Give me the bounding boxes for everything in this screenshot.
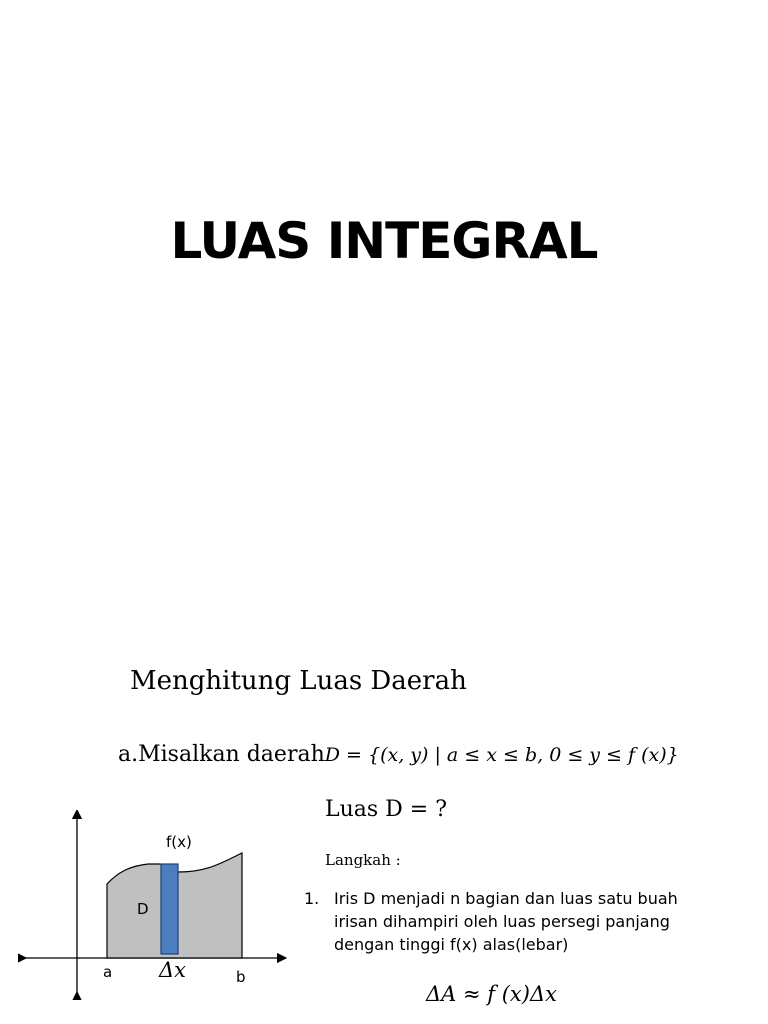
step-item bbox=[304, 887, 724, 956]
region-label: D bbox=[137, 900, 149, 918]
intro-line bbox=[118, 742, 679, 767]
section-heading: Menghitung Luas Daerah bbox=[130, 666, 467, 696]
strip-width-label: Δx bbox=[159, 958, 187, 982]
approx-strip bbox=[161, 864, 178, 954]
steps-label: Langkah : bbox=[325, 851, 401, 869]
area-question: Luas D = ? bbox=[325, 797, 448, 822]
intro-prefix: a. bbox=[118, 742, 139, 767]
integral-area-figure bbox=[18, 810, 288, 1000]
lower-bound-label: a bbox=[103, 963, 113, 981]
area-approx-formula: ΔA ≈ f (x)Δx bbox=[426, 982, 557, 1006]
slide-title: LUAS INTEGRAL bbox=[170, 212, 598, 270]
function-label: f(x) bbox=[166, 833, 192, 851]
intro-text: Misalkan daerah bbox=[138, 742, 325, 767]
upper-bound-label: b bbox=[236, 968, 246, 986]
step-text: Iris D menjadi n bagian dan luas satu buah irisan dihampiri oleh luas persegi panjang dengan tinggi f(x) alas(lebar) bbox=[334, 889, 678, 954]
region-definition: D = {(x, y) | a ≤ x ≤ b, 0 ≤ y ≤ f (x)} bbox=[324, 744, 679, 766]
step-number: 1. bbox=[304, 889, 320, 908]
